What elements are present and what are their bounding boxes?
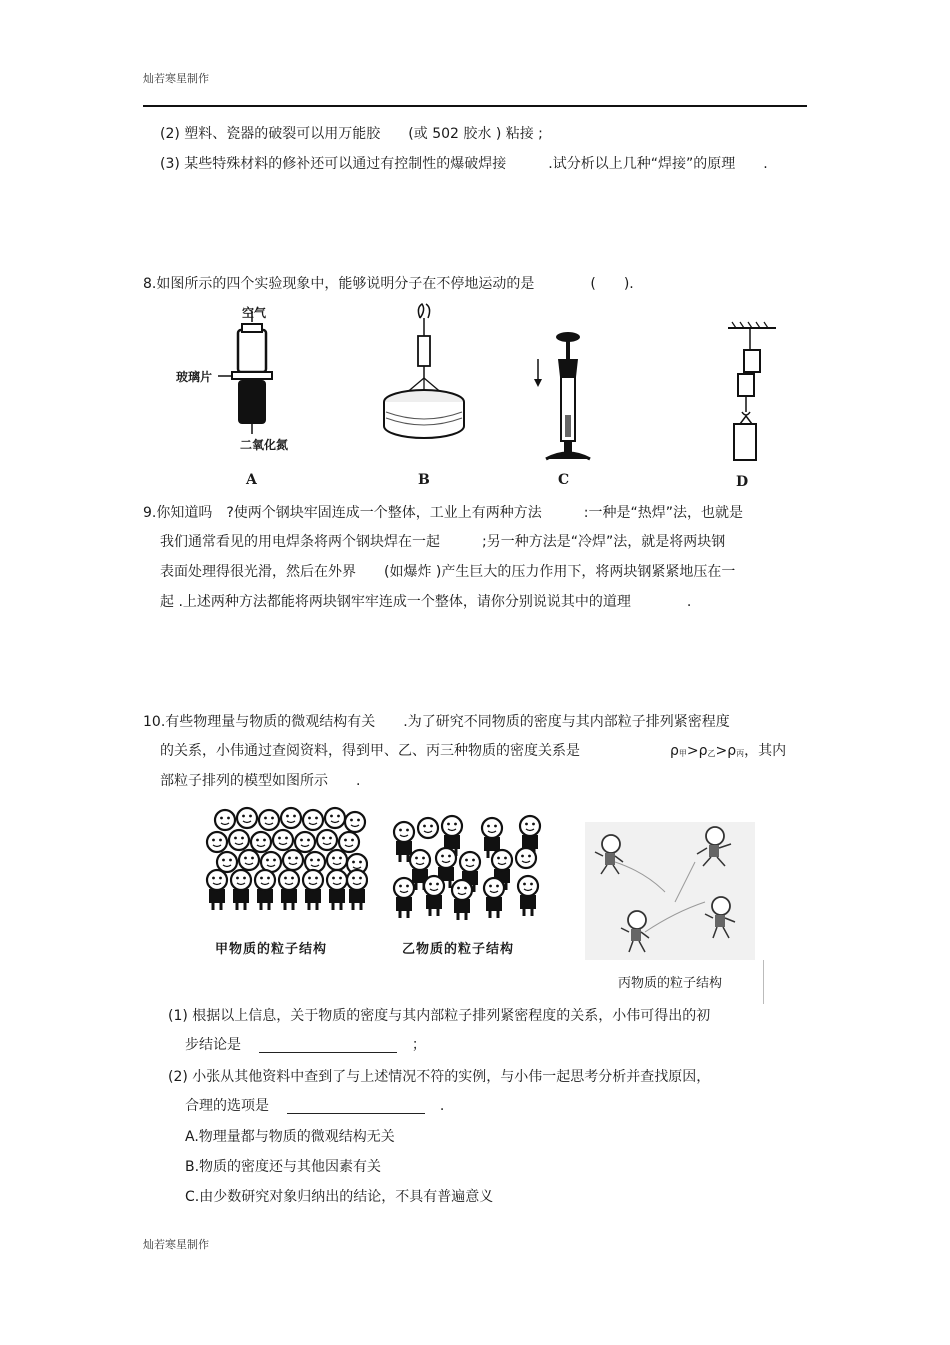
q10-density-relation: [670, 741, 786, 764]
q9-line-1: 9.你知道吗 ?使两个钢块牢固连成一个整体，工业上有两种方法 :一种是“热焊”法，也就是: [143, 505, 744, 521]
figure-a-label-glass: 玻璃片: [176, 370, 213, 384]
subscript-jia: 甲: [678, 749, 687, 758]
q7-line-2: (2) 塑料、瓷器的破裂可以用万能胶 (或 502 胶水 ) 粘接 ;: [160, 126, 543, 142]
q10-part1-end: ；: [411, 1037, 426, 1053]
page-header: 灿若寒星制作: [143, 72, 209, 85]
q7-line-3: (3) 某些特殊材料的修补还可以通过有控制性的爆破焊接 .试分析以上几种“焊接”的原理 .: [160, 156, 768, 172]
q10-part2-answer-blank[interactable]: [287, 1099, 425, 1114]
figure-c-caption: C: [558, 472, 570, 488]
q10-line-3: 部粒子排列的模型如图所示 .: [160, 773, 361, 789]
figure-a-label-no2: 二氧化氮: [240, 438, 289, 452]
q10-part1-line-2: [185, 1035, 426, 1055]
q10-line-2: 的关系，小伟通过查阅资料，得到甲、乙、丙三种物质的密度关系是: [160, 743, 580, 759]
figure-b-water-surface: [378, 300, 474, 450]
figure-jia-caption: 甲物质的粒子结构: [215, 942, 328, 957]
q10-part1-prompt: 步结论是: [185, 1037, 241, 1053]
figure-a-caption: A: [246, 472, 257, 488]
figure-d-lead-blocks: [720, 318, 780, 468]
q8-stem: 8.如图所示的四个实验现象中，能够说明分子在不停地运动的是 ( ).: [143, 276, 634, 292]
figure-a-label-air: 空气: [242, 306, 267, 320]
figure-a-gas-diffusion: [170, 300, 310, 495]
rho-symbol: ρ: [670, 743, 679, 759]
figure-yi-particles: [390, 812, 545, 930]
q10-line-1: 10.有些物理量与物质的微观结构有关 .为了研究不同物质的密度与其内部粒子排列紧密程度: [143, 714, 730, 730]
q10-option-c: C.由少数研究对象归纳出的结论，不具有普遍意义: [185, 1189, 494, 1205]
q10-line-2-tail: ，其内: [744, 743, 787, 759]
subscript-bing: 丙: [736, 749, 745, 758]
figure-jia-particles: [203, 806, 368, 926]
figure-yi-caption: 乙物质的粒子结构: [402, 942, 515, 957]
page-footer: 灿若寒星制作: [143, 1238, 209, 1251]
q9-line-3: 表面处理得很光滑，然后在外界 (如爆炸 )产生巨大的压力作用下，将两块钢紧紧地压在一: [160, 564, 736, 580]
figure-b-caption: B: [418, 472, 430, 488]
q9-line-2: 我们通常看见的用电焊条将两个钢块焊在一起 ;另一种方法是“冷焊”法，就是将两块钢: [160, 534, 726, 550]
header-rule: [143, 105, 807, 107]
figure-d-caption: D: [736, 474, 749, 490]
q10-part2-end: .: [439, 1098, 445, 1114]
relation-gt-2: >ρ: [715, 743, 737, 759]
q10-part1-line-1: (1) 根据以上信息，关于物质的密度与其内部粒子排列紧密程度的关系，小伟可得出的初: [168, 1008, 711, 1024]
q10-option-a: A.物理量都与物质的微观结构无关: [185, 1129, 395, 1145]
figure-bing-particles: [585, 822, 755, 960]
q9-line-4: 起 .上述两种方法都能将两块钢牢牢连成一个整体，请你分别说说其中的道理 .: [160, 594, 692, 610]
figure-c-compression: [528, 325, 598, 467]
figure-bing-caption: 丙物质的粒子结构: [618, 976, 723, 991]
relation-gt-1: >ρ: [686, 743, 708, 759]
q10-part2-prompt: 合理的选项是: [185, 1098, 269, 1114]
figure-bing-divider: [763, 960, 764, 1004]
q10-option-b: B.物质的密度还与其他因素有关: [185, 1159, 382, 1175]
q10-part2-line-1: (2) 小张从其他资料中查到了与上述情况不符的实例，与小伟一起思考分析并查找原因，: [168, 1069, 711, 1085]
q10-part1-answer-blank[interactable]: [259, 1038, 397, 1053]
q10-part2-line-2: [185, 1096, 444, 1116]
subscript-yi: 乙: [707, 749, 716, 758]
